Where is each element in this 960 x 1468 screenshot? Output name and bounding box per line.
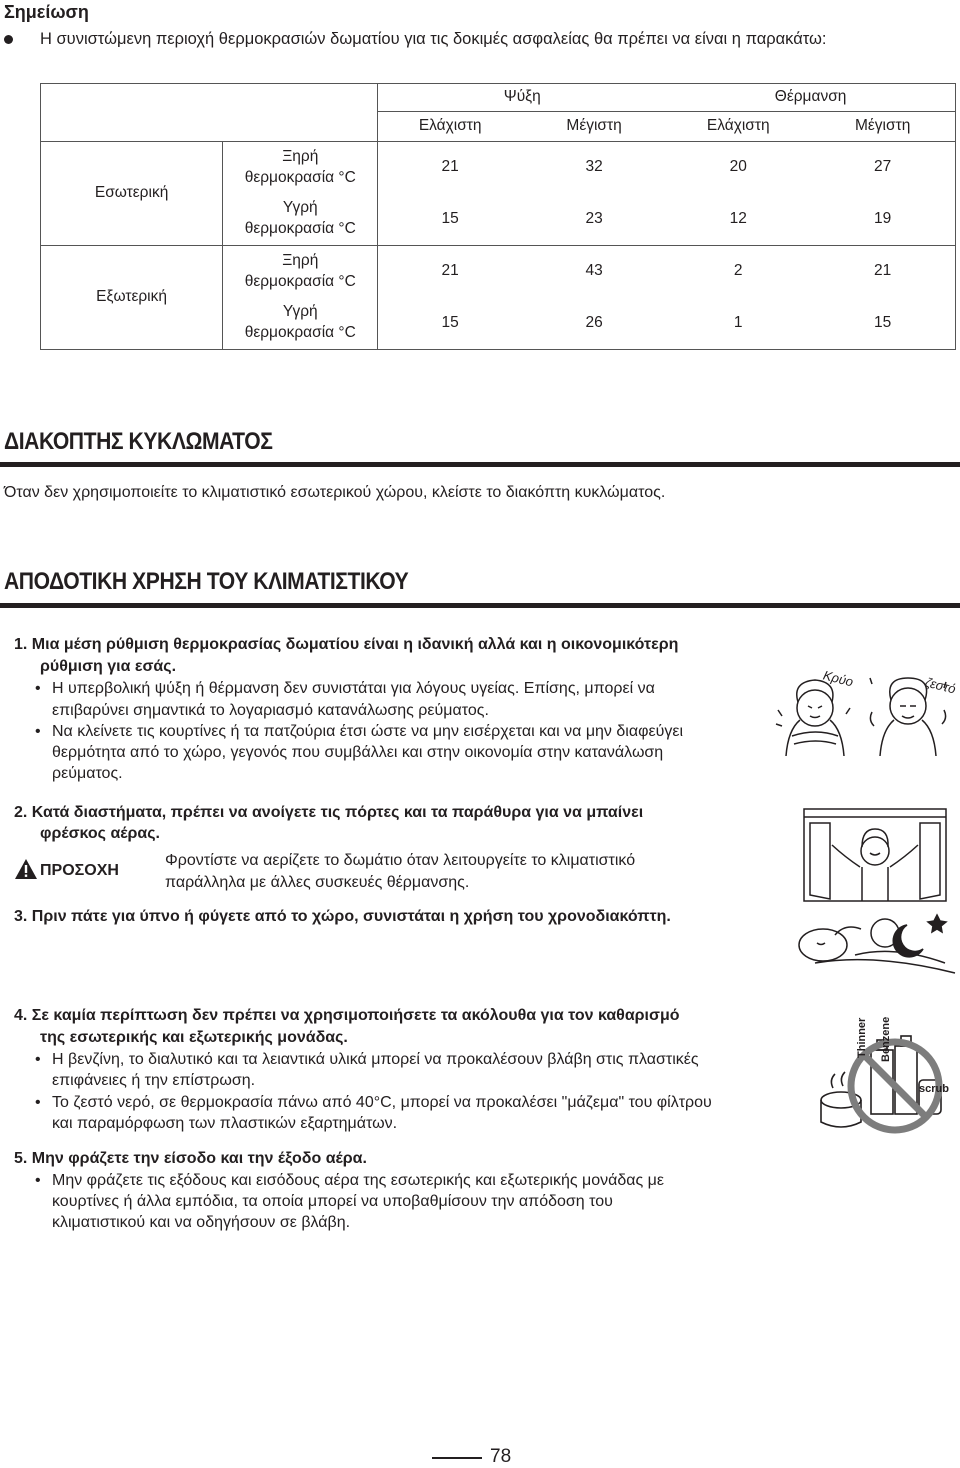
table-cell: 12 — [666, 194, 810, 246]
row-label-dry: Ξηρή θερμοκρασία °C — [223, 246, 378, 298]
bullet-4a-line-1: • Η βενζίνη, το διαλυτικό και τα λειαντικά υλικά μπορεί να προκαλέσουν βλάβη στις πλαστικές — [52, 1049, 699, 1070]
bullet-1b-line-1: • Να κλείνετε τις κουρτίνες ή τα πατζούρια έτσι ώστε να μην εισέρχεται και να μην διαφεύγει — [52, 721, 683, 742]
table-cell: 43 — [522, 246, 666, 298]
table-cell: 15 — [378, 194, 522, 246]
bullet-5-line-1: • Μην φράζετε τις εξόδους και εισόδους αέρα της εσωτερικής και εξωτερικής μονάδας με — [52, 1170, 664, 1191]
bullet-1a-line-1: • Η υπερβολική ψύξη ή θέρμανση δεν συνιστάται για λόγους υγείας. Επίσης, μπορεί να — [52, 678, 655, 699]
item-1-line-2: ρύθμιση για εσάς. — [40, 658, 177, 675]
item-2-line-1: 2. Κατά διαστήματα, πρέπει να ανοίγετε τις πόρτες και τα παράθυρα για να μπαίνει — [14, 804, 644, 821]
page-number-rule — [432, 1457, 482, 1459]
header-cooling: Ψύξη — [378, 84, 666, 112]
item-3: 3. Πριν πάτε για ύπνο ή φύγετε από το χώρο, συνιστάται η χρήση του χρονοδιακόπτη. — [14, 908, 671, 925]
table-cell: 23 — [522, 194, 666, 246]
header-min: Ελάχιστη — [378, 112, 522, 142]
table-corner-cell — [41, 84, 378, 142]
table-cell: 15 — [378, 298, 522, 350]
cold-hot-people-illustration — [770, 650, 960, 760]
row-label-wet: Υγρή θερμοκρασία °C — [223, 298, 378, 350]
item-4-line-1: 4. Σε καμία περίπτωση δεν πρέπει να χρησιμοποιήσετε τα ακόλουθα για τον καθαρισμό — [14, 1007, 680, 1024]
table-cell: 19 — [810, 194, 955, 246]
item-4-line-2: της εσωτερικής και εξωτερικής μονάδας. — [40, 1029, 348, 1046]
section-rule — [0, 462, 960, 467]
item-5: 5. Μην φράζετε την είσοδο και την έξοδο αέρα. — [14, 1150, 367, 1167]
bullet-1a-line-2: επιβαρύνει σημαντικά το λογαριασμό κατανάλωσης ρεύματος. — [52, 702, 489, 719]
warning-icon — [14, 858, 38, 880]
breaker-text: Όταν δεν χρησιμοποιείτε το κλιματιστικό εσωτερικού χώρου, κλείστε το διακόπτη κυκλώματος. — [4, 484, 666, 501]
table-cell: 15 — [810, 298, 955, 350]
cold-label: Κρύο — [821, 667, 855, 690]
table-cell: 21 — [378, 246, 522, 298]
note-title: Σημείωση — [4, 2, 89, 22]
table-cell: 21 — [810, 246, 955, 298]
item-2-line-2: φρέσκος αέρας. — [40, 825, 160, 842]
table-cell: 2 — [666, 246, 810, 298]
page-number: 78 — [490, 1446, 512, 1467]
table-cell: 32 — [522, 142, 666, 194]
breaker-heading: ΔΙΑΚΟΠΤΗΣ ΚΥΚΛΩΜΑΤΟΣ — [4, 428, 273, 455]
bottle-label-scrub: scrub — [919, 1083, 949, 1095]
hot-label: ζεστό — [923, 674, 958, 697]
temperature-table — [40, 83, 956, 350]
row-group-outdoor: Εξωτερική — [41, 246, 223, 350]
bullet-4b-line-1: • Το ζεστό νερό, σε θερμοκρασία πάνω από 40°C, μπορεί να προκαλέσει "μάζεμα" του φίλτρου — [52, 1092, 712, 1113]
caution-text-line-1: Φροντίστε να αερίζετε το δωμάτιο όταν λειτουργείτε το κλιματιστικό — [165, 852, 636, 869]
note-text: Η συνιστώμενη περιοχή θερμοκρασιών δωματίου για τις δοκιμές ασφαλείας θα πρέπει να είναι η παρακάτω: — [40, 30, 827, 48]
efficient-heading: ΑΠΟΔΟΤΙΚΗ ΧΡΗΣΗ ΤΟΥ ΚΛΙΜΑΤΙΣΤΙΚΟΥ — [4, 568, 409, 595]
table-cell: 1 — [666, 298, 810, 350]
item-1-line-1: 1. Μια μέση ρύθμιση θερμοκρασίας δωματίου είναι η ιδανική αλλά και η οικονομικότερη — [14, 636, 679, 653]
table-cell: 27 — [810, 142, 955, 194]
bullet-4a-line-2: επιφάνειες ή την επίστρωση. — [52, 1072, 256, 1089]
row-label-dry: Ξηρή θερμοκρασία °C — [223, 142, 378, 194]
caution-label: ΠΡΟΣΟΧΗ — [40, 862, 119, 879]
bullet-5-line-3: κλιματιστικού και να οδηγήσουν σε βλάβη. — [52, 1214, 351, 1231]
header-min: Ελάχιστη — [666, 112, 810, 142]
caution-text-line-2: παράλληλα με άλλες συσκευές θέρμανσης. — [165, 874, 470, 891]
header-max: Μέγιστη — [810, 112, 955, 142]
header-max: Μέγιστη — [522, 112, 666, 142]
table-cell: 20 — [666, 142, 810, 194]
bullet-5-line-2: κουρτίνες ή άλλα εμπόδια, τα οποία μπορεί να υποβαθμίσουν την απόδοση του — [52, 1193, 613, 1210]
header-heating: Θέρμανση — [666, 84, 955, 112]
table-cell: 26 — [522, 298, 666, 350]
bullet-1b-line-2: θερμότητα από το χώρο, γεγονός που συμβάλλει και στην οικονομία στην κατανάλωση — [52, 744, 664, 761]
bullet-1b-line-3: ρεύματος. — [52, 765, 123, 782]
sleeping-illustration — [795, 905, 960, 985]
bottle-label-thinner: Thinner — [856, 1017, 868, 1058]
section-rule — [0, 603, 960, 608]
bullet-dot-icon — [4, 35, 13, 44]
bullet-4b-line-2: και παραμόρφωση των πλαστικών εξαρτημάτων. — [52, 1115, 398, 1132]
row-group-indoor: Εσωτερική — [41, 142, 223, 246]
row-label-wet: Υγρή θερμοκρασία °C — [223, 194, 378, 246]
bottle-label-benzene: Benzene — [880, 1016, 892, 1062]
open-window-illustration — [800, 805, 950, 905]
table-cell: 21 — [378, 142, 522, 194]
